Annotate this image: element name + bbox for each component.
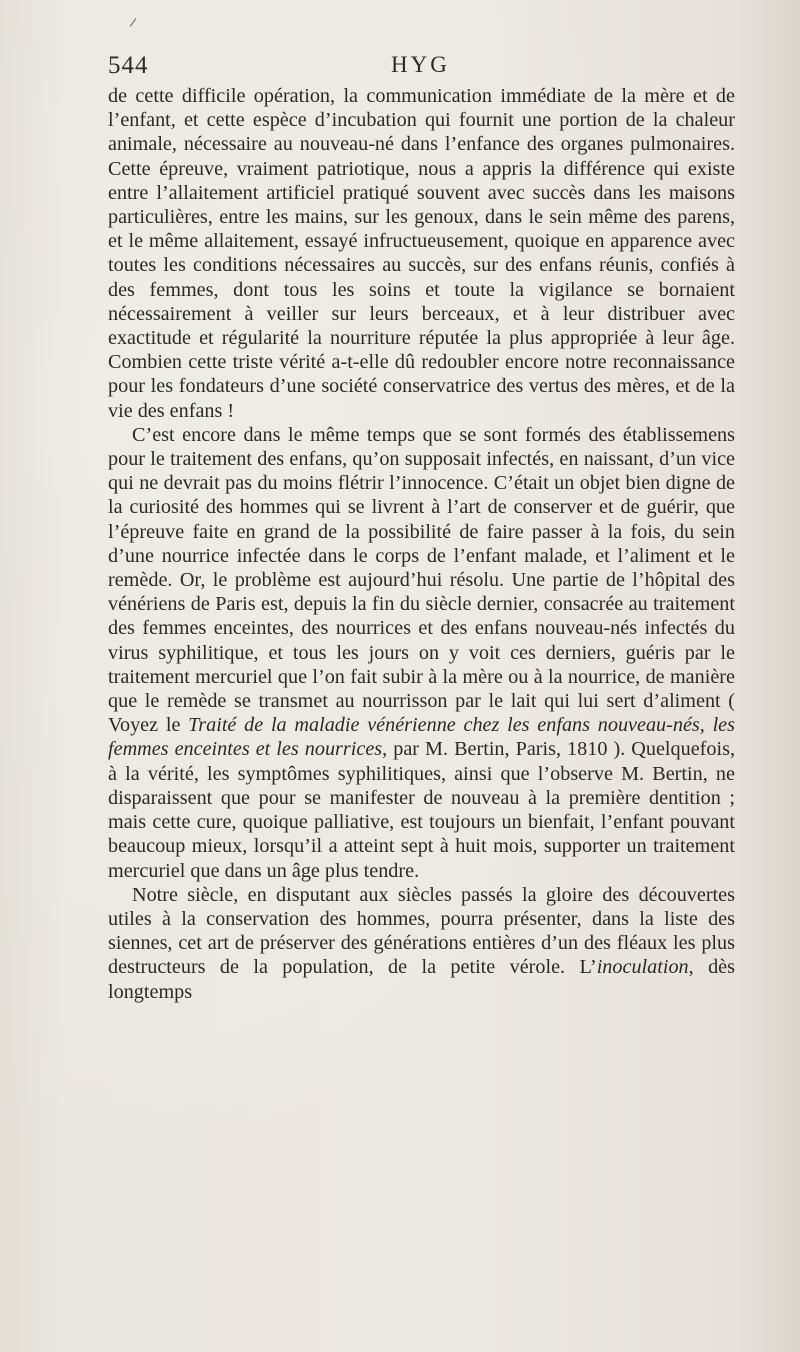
text-segment: de cette difficile opération, la communication immédiate de la mère et de l’enfant, et cette espèce d’incubation qui fournit une portion de la chaleur animale, nécessaire au nouveau-né dans l’enfance des organes pulmonaires. Cette épreuve, vraiment patriotique, nous a appris la différence qui existe entre l’allaitement artificiel pratiqué souvent avec succès dans les maisons particulières, entre les mains, sur les genoux, dans le sein même des parens, et le même allaitement, essayé infructueusement, quoique en apparence avec toutes les conditions nécessaires au succès, sur des enfans réunis, confiés à des femmes, dont tous les soins et toute la vigilance se bornaient nécessairement à veiller sur leurs berceaux, et à leur distribuer avec exactitude et régularité la nourriture réputée la plus appropriée à leur âge. Combien cette triste vérité a-t-elle dû redoubler encore notre reconnaissance pour les fondateurs d’une société conservatrice des vertus des mères, et de la vie des enfans ! [108, 85, 735, 422]
page-header [108, 52, 736, 82]
italic-term: inoculation [596, 956, 689, 979]
text-segment: C’est encore dans le même temps que se sont formés des établissemens pour le traitement des enfans, qu’on supposait infectés, en naissant, d’un vice qui ne devrait pas du moins flétrir l’innocence. C’était un objet bien digne de la curiosité des hommes qui se livrent à l’art de conserver et de guérir, que l’épreuve faite en grand de la possibilité de faire passer à la fois, du sein d’une nourrice infectée dans le corps de l’enfant malade, et l’aliment et le remède. Or, le problème est aujourd’hui résolu. Une partie de l’hôpital des vénériens de Paris est, depuis la fin du siècle dernier, consacrée au traitement des femmes enceintes, des nourrices et des enfans nouveau-nés infectés du virus syphilitique, et tous les jours on y voit ces derniers, guéris par le traitement mercuriel que l’on fait subir à la mère ou à la nourrice, de manière que le remède se transmet au nourrisson par le lait qui lui sert d’aliment ( Voyez le [108, 423, 735, 737]
paragraph-3 [108, 883, 735, 1004]
paragraph-1 [108, 84, 735, 423]
text-segment: , par M. Bertin, Paris, 1810 ). Quelquefois, à la vérité, les symptômes syphilitiques, ainsi que l’observe M. Bertin, ne disparaissent que pour se manifester de nouveau à la première dentition ; mais cette cure, quoique palliative, est toujours un bienfait, l’enfant pouvant beaucoup mieux, lorsqu’il a atteint sept à huit mois, supporter un traitement mercuriel que dans un âge plus tendre. [108, 738, 735, 882]
text-segment: Notre siècle, en disputant aux siècles passés la gloire des découvertes utiles à la conservation des hommes, pourra présenter, dans la liste des siennes, cet art de préserver des générations entières d’un des fléaux les plus destructeurs de la population, de la petite vérole. L’ [108, 883, 735, 979]
italic-book-title: Traité de la maladie vénérienne chez les enfans nouveau-nés, les femmes enceintes et les nourrices [108, 714, 735, 761]
corner-pencil-mark [130, 18, 137, 27]
page-number: 544 [108, 52, 149, 79]
paragraph-2 [108, 423, 735, 883]
running-head: HYG [391, 52, 450, 77]
body-text [108, 84, 735, 1004]
text-segment: , dès longtemps [108, 956, 735, 1003]
